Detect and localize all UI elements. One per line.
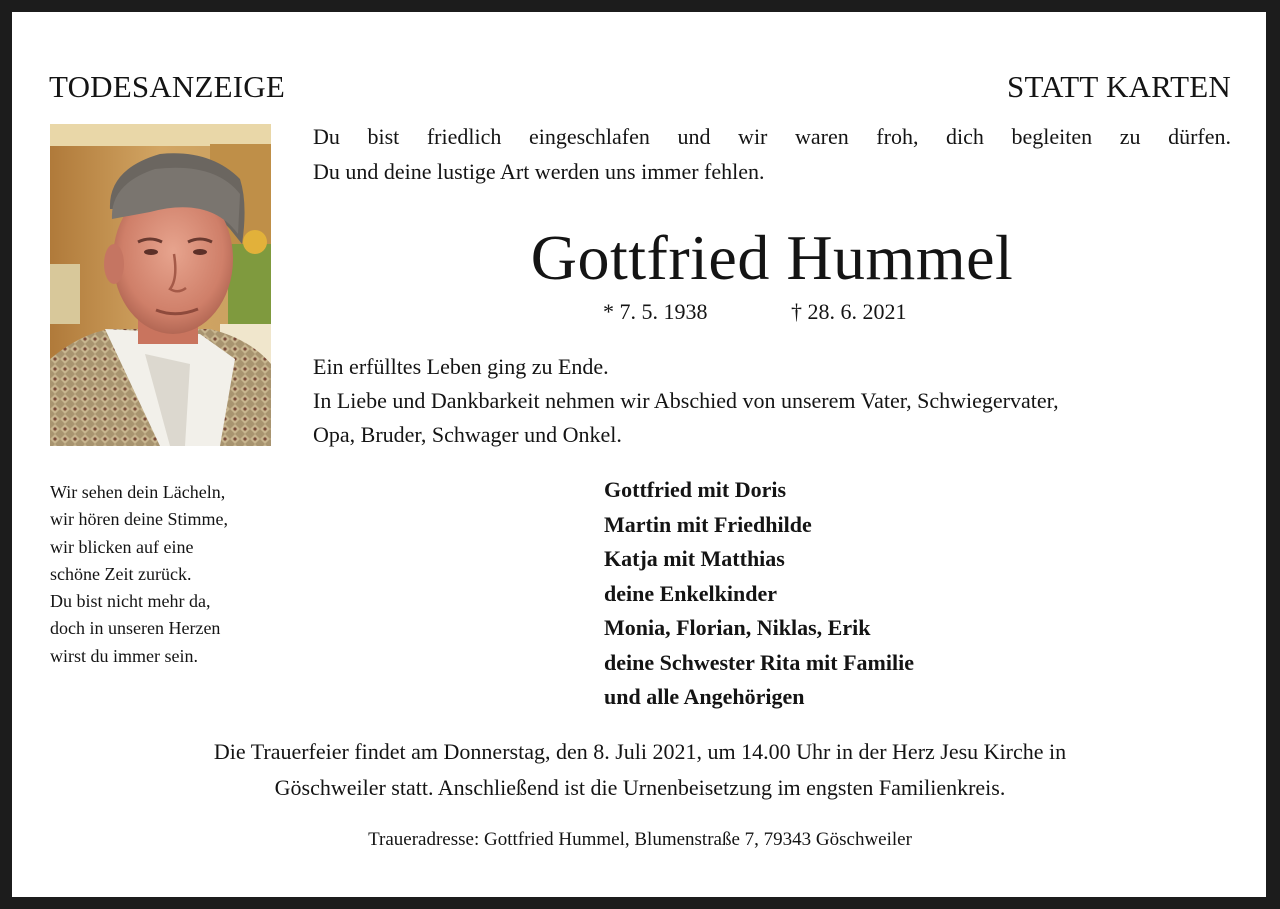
- mourner-line: Martin mit Friedhilde: [604, 511, 812, 537]
- message-line: Opa, Bruder, Schwager und Onkel.: [313, 422, 622, 447]
- intro-line: Du und deine lustige Art werden uns immer fehlen.: [313, 159, 765, 184]
- service-line: Die Trauerfeier findet am Donnerstag, den 8. Juli 2021, um 14.00 Uhr in der Herz Jesu Kirche in: [213, 739, 1067, 764]
- mourner-line: Katja mit Matthias: [604, 546, 785, 571]
- mourner-line: deine Enkelkinder: [604, 580, 777, 606]
- poem-line: Wir sehen dein Lächeln,: [50, 482, 226, 502]
- farewell-message: [313, 350, 1238, 452]
- deceased-name: Gottfried Hummel: [530, 222, 1014, 293]
- poem-line: schöne Zeit zurück.: [50, 563, 192, 584]
- memorial-poem: [50, 479, 300, 670]
- mourner-line: Gottfried mit Doris: [604, 477, 787, 502]
- funeral-service-info: [52, 734, 1228, 806]
- message-line: In Liebe und Dankbarkeit nehmen wir Abschied von unserem Vater, Schwiegervater,: [313, 388, 1059, 413]
- death-date: † 28. 6. 2021: [791, 299, 907, 324]
- service-line: Göschweiler statt. Anschließend ist die Urnenbeisetzung im engsten Familienkreis.: [274, 775, 1006, 800]
- poem-line: wirst du immer sein.: [50, 645, 198, 666]
- mourners-list: [604, 473, 1204, 715]
- poem-line: wir blicken auf eine: [50, 536, 194, 557]
- intro-text: [313, 119, 1231, 189]
- intro-line: Du bist friedlich eingeschlafen und wir waren froh, dich begleiten zu dürfen.: [313, 124, 1231, 149]
- notice-type-label: TODESANZEIGE: [49, 69, 286, 104]
- mourner-line: und alle Angehörigen: [604, 684, 805, 709]
- message-line: Ein erfülltes Leben ging zu Ende.: [313, 354, 609, 379]
- birth-date: * 7. 5. 1938: [603, 299, 708, 324]
- mourner-line: deine Schwester Rita mit Familie: [604, 649, 914, 675]
- poem-line: doch in unseren Herzen: [50, 618, 221, 639]
- poem-line: Du bist nicht mehr da,: [50, 591, 211, 612]
- obituary-card: [12, 12, 1266, 897]
- mourning-address: Traueradresse: Gottfried Hummel, Blumenstraße 7, 79343 Göschweiler: [368, 829, 912, 850]
- portrait-photo: [50, 124, 271, 446]
- mourner-line: Monia, Florian, Niklas, Erik: [604, 615, 871, 640]
- statt-karten-label: STATT KARTEN: [1007, 69, 1231, 104]
- poem-line: wir hören deine Stimme,: [50, 509, 228, 530]
